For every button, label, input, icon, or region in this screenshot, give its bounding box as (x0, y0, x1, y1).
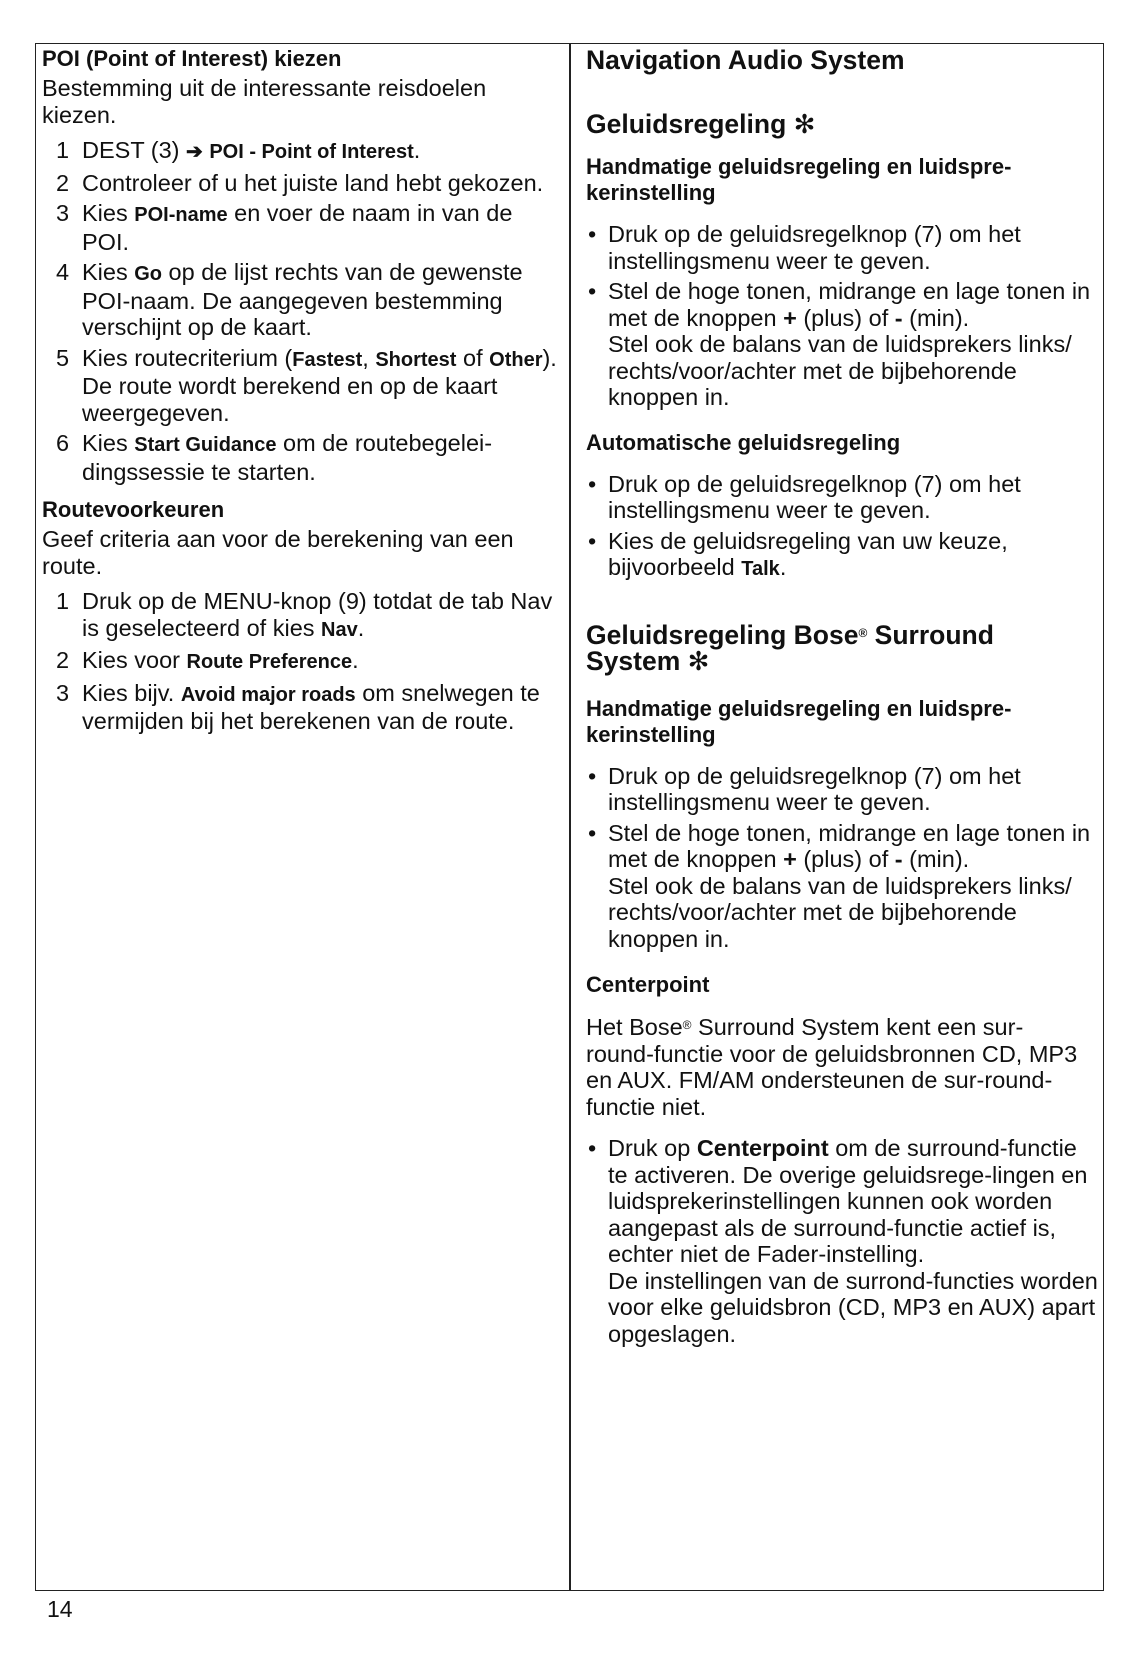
list-item: • Stel de hoge tonen, midrange en lage tonen in met de knoppen + (plus) of - (min). Stel ook de balans van de luidsprekers links/ rechts/voor/achter met de bijbehorende knoppen in. (588, 278, 1091, 410)
list-item: 6 Kies Start Guidance om de routebegelei-dingssessie te starten. (56, 430, 493, 485)
registered-mark: ® (858, 625, 868, 640)
list-item: • Druk op de geluidsregelknop (7) om het instellingsmenu weer te geven. (588, 470, 1021, 523)
poi-intro: Bestemming uit de interessante reisdoelen kiezen. (42, 75, 487, 128)
list-item: 1 Druk op de MENU-knop (9) totdat de tab Nav is geselecteerd of kies Nav. (56, 588, 553, 641)
route-steps (42, 588, 564, 735)
list-item: 5 Kies routecriterium (Fastest, Shortest of Other). De route wordt berekend en op de kaart weergegeven. (56, 344, 557, 426)
column-divider (569, 43, 571, 1591)
list-item: • Stel de hoge tonen, midrange en lage tonen in met de knoppen + (plus) of - (min). Stel ook de balans van de luidsprekers links/ rechts/voor/achter met de bijbehorende knoppen in. (588, 819, 1091, 952)
list-item: 4 Kies Go op de lijst rechts van de gewenste POI-naam. De aangegeven bestemming verschijnt op de kaart. (56, 259, 523, 340)
section-heading-bose: Geluidsregeling Bose® Surround System ✻ (586, 619, 994, 676)
subheading-automatisch: Automatische geluidsregeling (586, 429, 901, 455)
asterisk-icon: ✻ (793, 109, 816, 139)
section-heading-geluidsregeling: Geluidsregeling ✻ (586, 109, 816, 139)
subheading-handmatig: Handmatige geluidsregeling en luidspre-kerinstelling (586, 154, 1012, 205)
list-item: 2 Controleer of u het juiste land hebt gekozen. (56, 169, 544, 196)
arrow-right-icon: ➔ (186, 141, 203, 163)
list-item: 3 Kies bijv. Avoid major roads om snelwegen te vermijden bij het berekenen van de route. (56, 679, 540, 734)
registered-mark: ® (682, 1018, 692, 1032)
right-column (586, 44, 1101, 1347)
list-item: • Kies de geluidsregeling van uw keuze, bijvoorbeeld Talk. (588, 527, 1008, 580)
centerpoint-list (586, 1135, 1101, 1347)
handmatig-list (586, 221, 1101, 411)
list-item: 1 DEST (3) ➔ POI - Point of Interest. (56, 137, 421, 163)
list-item: 2 Kies voor Route Preference. (56, 647, 359, 673)
list-item: 3 Kies POI-name en voer de naam in van de POI. (56, 200, 513, 255)
subheading-handmatig-bose: Handmatige geluidsregeling en luidspre-kerinstelling (586, 695, 1012, 747)
list-item: • Druk op de geluidsregelknop (7) om het instellingsmenu weer te geven. (588, 221, 1021, 274)
page-number: 14 (47, 1596, 73, 1622)
page-title: Navigation Audio System (586, 45, 905, 75)
left-column (42, 44, 564, 735)
poi-heading: POI (Point of Interest) kiezen (42, 46, 342, 71)
subheading-centerpoint: Centerpoint (586, 972, 710, 997)
asterisk-icon: ✻ (687, 645, 710, 676)
automatisch-list (586, 471, 1101, 583)
list-item: • Druk op de geluidsregelknop (7) om het instellingsmenu weer te geven. (588, 762, 1021, 815)
centerpoint-paragraph: Het Bose® Surround System kent een sur-round-functie voor de geluidsbronnen CD, MP3 en AUX. FM/AM ondersteunen de sur-round-functie niet. (586, 1014, 1078, 1120)
list-item: • Druk op Centerpoint om de surround-functie te activeren. De overige geluidsrege-lingen en luidsprekerinstellingen kunnen ook worden aangepast als de surround-functie actief is, echter niet de Fader-instelling. De instellingen van de surrond-functies worden voor elke geluidsbron (CD, MP3 en AUX) apart opgeslagen. (588, 1135, 1098, 1347)
route-intro: Geef criteria aan voor de berekening van een route. (42, 526, 514, 579)
handmatig-bose-list (586, 763, 1101, 953)
route-heading: Routevoorkeuren (42, 497, 225, 522)
poi-steps (42, 137, 564, 485)
